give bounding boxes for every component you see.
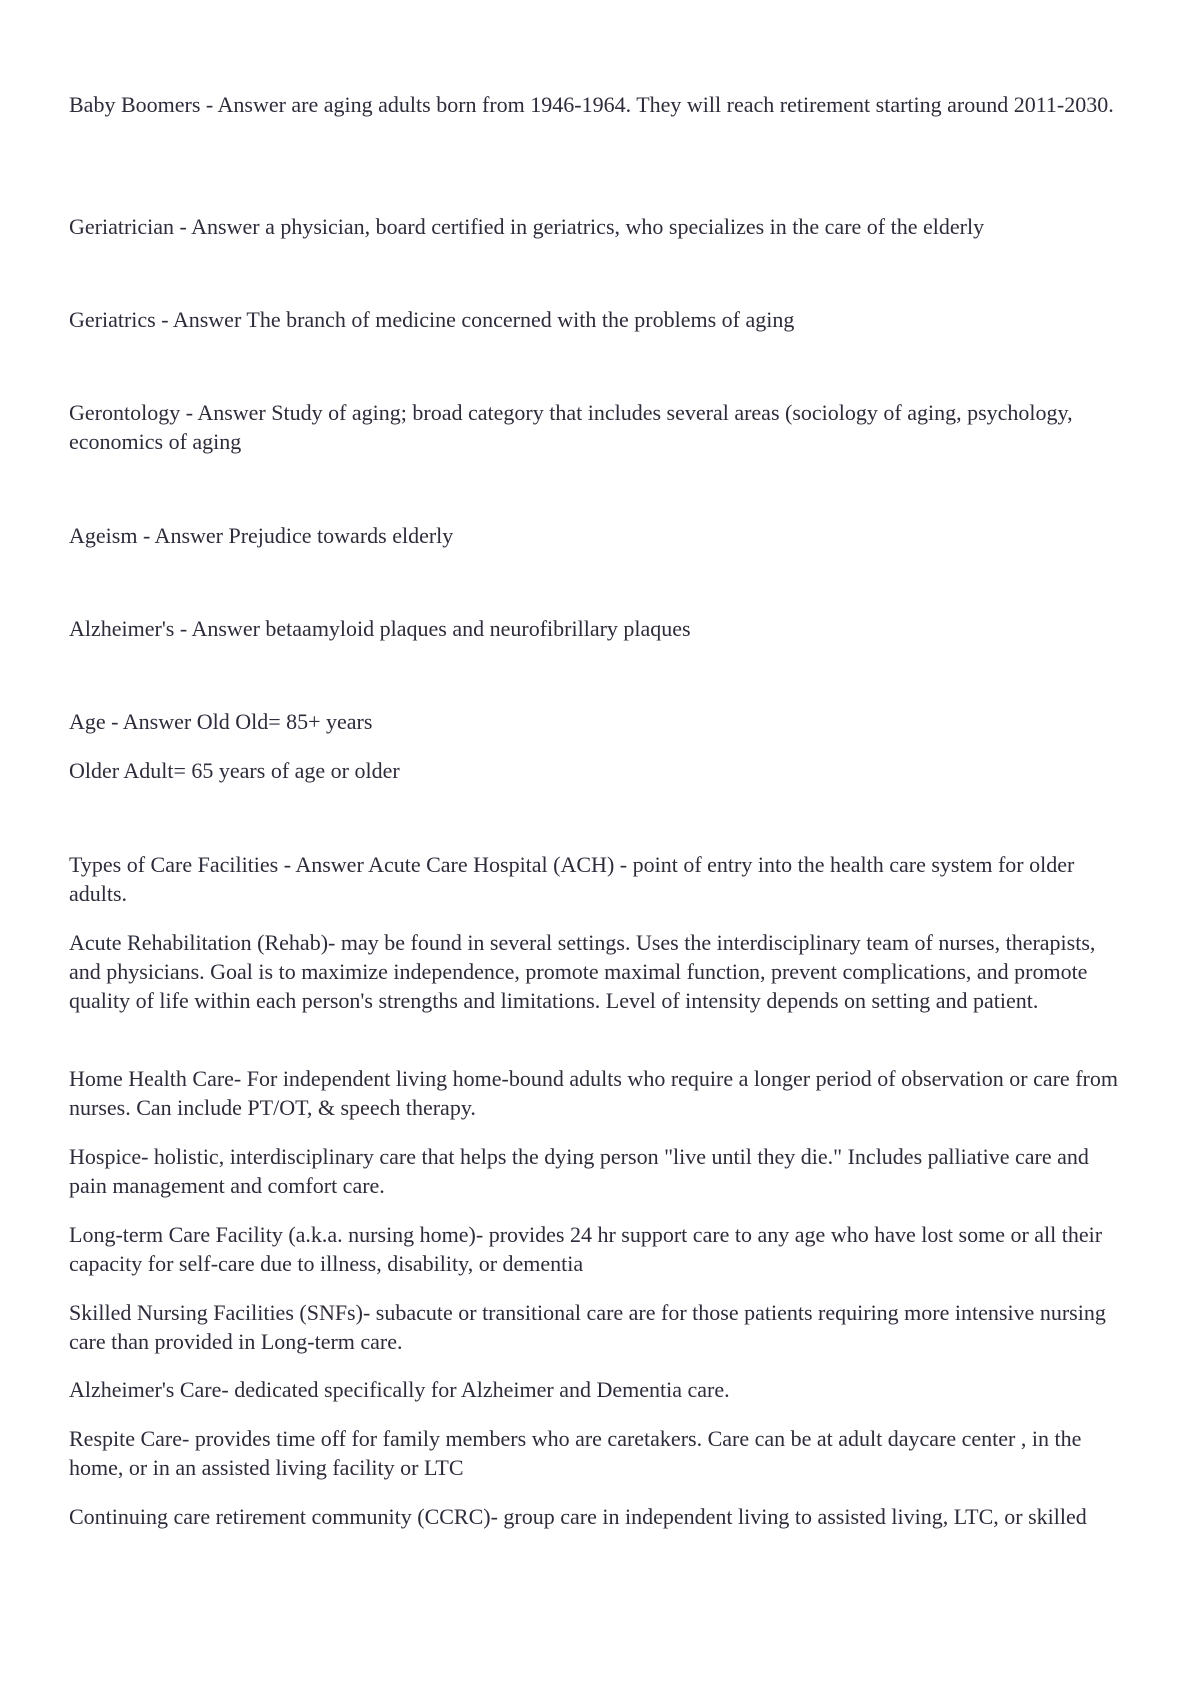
entry-ccrc: Continuing care retirement community (CCRC)- group care in independent living to assisted living, LTC, or skilled <box>69 1504 1087 1529</box>
entry-age: Age - Answer Old Old= 85+ years <box>69 709 373 734</box>
entry-home-health-care: Home Health Care- For independent living home-bound adults who require a longer period of observation or care from nurses. Can include PT/OT, & speech therapy. <box>69 1066 1118 1120</box>
entry-alzheimers-care: Alzheimer's Care- dedicated specifically for Alzheimer and Dementia care. <box>69 1377 730 1402</box>
entry-hospice: Hospice- holistic, interdisciplinary care that helps the dying person "live until they die." Includes palliative care and pain management and comfort care. <box>69 1144 1089 1198</box>
entry-long-term-care: Long-term Care Facility (a.k.a. nursing home)- provides 24 hr support care to any age who have lost some or all their capacity for self-care due to illness, disability, or dementia <box>69 1222 1103 1276</box>
entry-geriatrics: Geriatrics - Answer The branch of medicine concerned with the problems of aging <box>69 307 795 332</box>
entry-respite-care: Respite Care- provides time off for family members who are caretakers. Care can be at adult daycare center , in the home, or in an assisted living facility or LTC <box>69 1426 1082 1480</box>
entry-gerontology: Gerontology - Answer Study of aging; broad category that includes several areas (sociology of aging, psychology, economics of aging <box>69 400 1073 454</box>
entry-types-of-care: Types of Care Facilities - Answer Acute Care Hospital (ACH) - point of entry into the health care system for older adults. <box>69 852 1075 906</box>
entry-age-older-adult: Older Adult= 65 years of age or older <box>69 758 400 783</box>
entry-acute-rehab: Acute Rehabilitation (Rehab)- may be found in several settings. Uses the interdisciplinary team of nurses, therapists, and physicians. Goal is to maximize independence, promote maximal function, prevent complications, and promote quality of life within each person's strengths and limitations. Level of intensity depends on setting and patient. <box>69 930 1096 1013</box>
entry-ageism: Ageism - Answer Prejudice towards elderly <box>69 523 454 548</box>
entry-geriatrician: Geriatrician - Answer a physician, board certified in geriatrics, who specializes in the care of the elderly <box>69 214 985 239</box>
entry-alzheimers: Alzheimer's - Answer betaamyloid plaques and neurofibrillary plaques <box>69 616 691 641</box>
entry-baby-boomers: Baby Boomers - Answer are aging adults born from 1946-1964. They will reach retirement starting around 2011-2030. <box>69 92 1114 117</box>
entry-skilled-nursing: Skilled Nursing Facilities (SNFs)- subacute or transitional care are for those patients requiring more intensive nursing care than provided in Long-term care. <box>69 1300 1106 1354</box>
